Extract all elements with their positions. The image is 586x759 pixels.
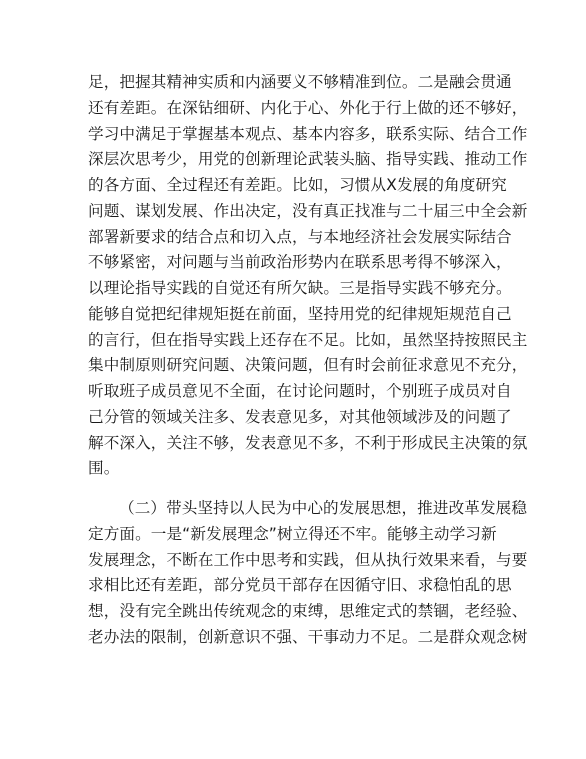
paragraph-2-line-3: 发展理念，不断在工作中思考和实践，但从执行效果来看，与要 <box>88 550 528 569</box>
paragraph-1-line-4: 深层次思考少，用党的创新理论武装头脑、指导实践、推动工作 <box>88 150 528 169</box>
paragraph-1-line-9: 以理论指导实践的自觉还有所欠缺。三是指导实践不够充分。 <box>88 279 512 297</box>
paragraph-1-line-10: 能够自觉把纪律规矩挺在前面，坚持用党的纪律规矩规范自己 <box>88 304 512 323</box>
paragraph-2-line-4: 求相比还有差距，部分党员干部存在因循守旧、求稳怕乱的思 <box>88 576 512 595</box>
paragraph-1-line-12: 集中制原则研究问题、决策问题，但有时会前征求意见不充分， <box>88 356 528 375</box>
paragraph-1-line-3: 学习中满足于掌握基本观点、基本内容多，联系实际、结合工作 <box>88 124 528 143</box>
paragraph-1-line-2: 还有差距。在深钻细研、内化于心、外化于行上做的还不够好， <box>88 98 528 117</box>
paragraph-1-line-8: 不够紧密，对问题与当前政治形势内在联系思考得不够深入， <box>88 253 512 272</box>
paragraph-2-line-6: 老办法的限制，创新意识不强、干事动力不足。二是群众观念树 <box>88 627 528 646</box>
paragraph-1 <box>88 70 528 482</box>
paragraph-2 <box>88 496 528 651</box>
paragraph-1-line-16: 围。 <box>88 459 120 478</box>
paragraph-2-line-1: （二）带头坚持以人民为中心的发展思想，推进改革发展稳 <box>119 499 528 517</box>
paragraph-1-line-6: 问题、谋划发展、作出决定，没有真正找准与二十届三中全会新 <box>88 201 528 220</box>
paragraph-1-line-15: 解不深入，关注不够，发表意见不多，不利于形成民主决策的氛 <box>88 433 528 452</box>
paragraph-1-line-11: 的言行，但在指导实践上还存在不足。比如，虽然坚持按照民主 <box>88 330 528 349</box>
paragraph-1-line-1: 足，把握其精神实质和内涵要义不够精准到位。二是融会贯通 <box>88 73 512 91</box>
paragraph-2-line-5: 想，没有完全跳出传统观念的束缚，思维定式的禁锢，老经验、 <box>88 602 528 620</box>
paragraph-1-line-7: 部署新要求的结合点和切入点，与本地经济社会发展实际结合 <box>88 227 512 246</box>
paragraph-spacing <box>88 482 500 496</box>
paragraph-1-line-5: 的各方面、全过程还有差距。比如，习惯从X发展的角度研究 <box>88 176 507 194</box>
paragraph-1-line-13: 听取班子成员意见不全面，在讨论问题时，个别班子成员对自 <box>88 382 512 400</box>
paragraph-1-line-14: 己分管的领域关注多、发表意见多，对其他领域涉及的问题了 <box>88 407 512 426</box>
paragraph-2-line-2: 定方面。一是“新发展理念”树立得还不牢。能够主动学习新 <box>88 524 497 543</box>
document-body <box>88 70 528 651</box>
